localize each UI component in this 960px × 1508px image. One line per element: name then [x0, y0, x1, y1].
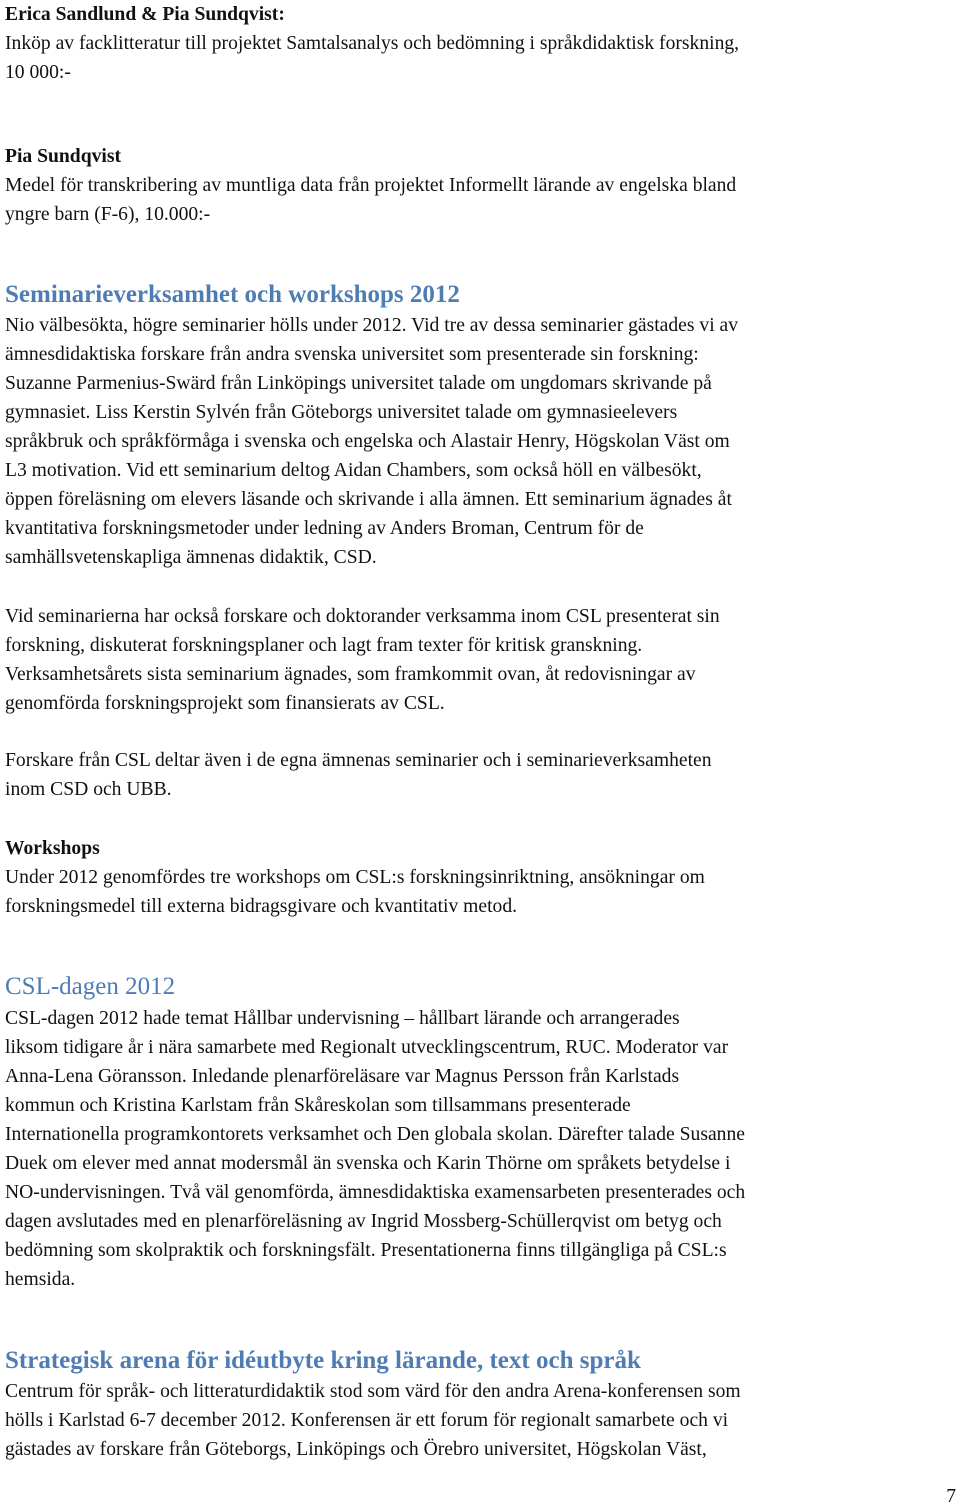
text-line: Vid seminarierna har också forskare och doktorander verksamma inom CSL presenterat sin: [5, 606, 720, 627]
grant-entry-title: Erica Sandlund & Pia Sundqvist:: [5, 4, 285, 25]
text-line: L3 motivation. Vid ett seminarium deltog Aidan Chambers, som också höll en välbesökt,: [5, 460, 702, 481]
text-line: bedömning som skolpraktik och forskningsfält. Presentationerna finns tillgängliga på CSL:s: [5, 1240, 727, 1261]
text-line: hemsida.: [5, 1269, 76, 1290]
text-line: språkbruk och språkförmåga i svenska och engelska och Alastair Henry, Högskolan Väst om: [5, 431, 730, 452]
grant-entry-title: Pia Sundqvist: [5, 146, 121, 167]
text-line: Forskare från CSL deltar även i de egna ämnenas seminarier och i seminarieverksamheten: [5, 750, 712, 771]
text-line: CSL-dagen 2012 hade temat Hållbar undervisning – hållbart lärande och arrangerades: [5, 1008, 680, 1029]
text-line: Internationella programkontorets verksamhet och Den globala skolan. Därefter talade Susanne: [5, 1124, 745, 1145]
section-heading-seminarieverksamhet: Seminarieverksamhet och workshops 2012: [5, 281, 460, 308]
seminar-paragraph-1: [5, 311, 955, 572]
workshops-title: Workshops: [5, 838, 100, 859]
text-line: Anna-Lena Göransson. Inledande plenarföreläsare var Magnus Persson från Karlstads: [5, 1066, 680, 1087]
grant-entry-sundqvist: [5, 142, 955, 229]
text-line: öppen föreläsning om elevers läsande och skrivande i alla ämnen. Ett seminarium ägnades åt: [5, 489, 732, 510]
csl-dagen-paragraph: [5, 1004, 955, 1294]
workshops-section: [5, 834, 955, 921]
text-line: Duek om elever med annat modersmål än svenska och Karin Thörne om språkets betydelse i: [5, 1153, 731, 1174]
text-line: yngre barn (F-6), 10.000:-: [5, 204, 211, 225]
grant-entry-sandlund-sundqvist: [5, 0, 955, 87]
text-line: NO-undervisningen. Två väl genomförda, ämnesdidaktiska examensarbeten presenterades och: [5, 1182, 746, 1203]
text-line: kommun och Kristina Karlstam från Skåreskolan som tillsammans presenterade: [5, 1095, 631, 1116]
text-line: gymnasiet. Liss Kerstin Sylvén från Göteborgs universitet talade om gymnasieelevers: [5, 402, 678, 423]
text-line: Suzanne Parmenius-Swärd från Linköpings universitet talade om ungdomars skrivande på: [5, 373, 712, 394]
text-line: dagen avslutades med en plenarföreläsning av Ingrid Mossberg-Schüllerqvist om betyg och: [5, 1211, 722, 1232]
page-number: 7: [946, 1486, 956, 1507]
text-line: Verksamhetsårets sista seminarium ägnades, som framkommit ovan, åt redovisningar av: [5, 664, 696, 685]
text-line: liksom tidigare år i nära samarbete med Regionalt utvecklingscentrum, RUC. Moderator var: [5, 1037, 729, 1058]
arena-paragraph: [5, 1377, 955, 1464]
section-heading-strategisk-arena: Strategisk arena för idéutbyte kring lärande, text och språk: [5, 1347, 641, 1374]
text-line: gästades av forskare från Göteborgs, Linköpings och Örebro universitet, Högskolan Väst,: [5, 1439, 707, 1460]
text-line: Inköp av facklitteratur till projektet Samtalsanalys och bedömning i språkdidaktisk forskning,: [5, 33, 740, 54]
text-line: inom CSD och UBB.: [5, 779, 172, 800]
text-line: ämnesdidaktiska forskare från andra svenska universitet som presenterade sin forskning:: [5, 344, 699, 365]
text-line: forskningsmedel till externa bidragsgivare och kvantitativ metod.: [5, 896, 518, 917]
text-line: kvantitativa forskningsmetoder under ledning av Anders Broman, Centrum för de: [5, 518, 644, 539]
text-line: Under 2012 genomfördes tre workshops om CSL:s forskningsinriktning, ansökningar om: [5, 867, 705, 888]
seminar-paragraph-2: [5, 602, 955, 718]
text-line: Medel för transkribering av muntliga data från projektet Informellt lärande av engelska bland: [5, 175, 737, 196]
text-line: hölls i Karlstad 6-7 december 2012. Konferensen är ett forum för regionalt samarbete och vi: [5, 1410, 729, 1431]
text-line: samhällsvetenskapliga ämnenas didaktik, CSD.: [5, 547, 377, 568]
text-line: forskning, diskuterat forskningsplaner och lagt fram texter för kritisk granskning.: [5, 635, 643, 656]
section-heading-csl-dagen: CSL-dagen 2012: [5, 973, 176, 1000]
text-line: 10 000:-: [5, 62, 71, 83]
text-line: Nio välbesökta, högre seminarier hölls under 2012. Vid tre av dessa seminarier gästades vi av: [5, 315, 739, 336]
seminar-paragraph-3: [5, 746, 955, 804]
text-line: genomförda forskningsprojekt som finansierats av CSL.: [5, 693, 445, 714]
text-line: Centrum för språk- och litteraturdidaktik stod som värd för den andra Arena-konferensen som: [5, 1381, 741, 1402]
